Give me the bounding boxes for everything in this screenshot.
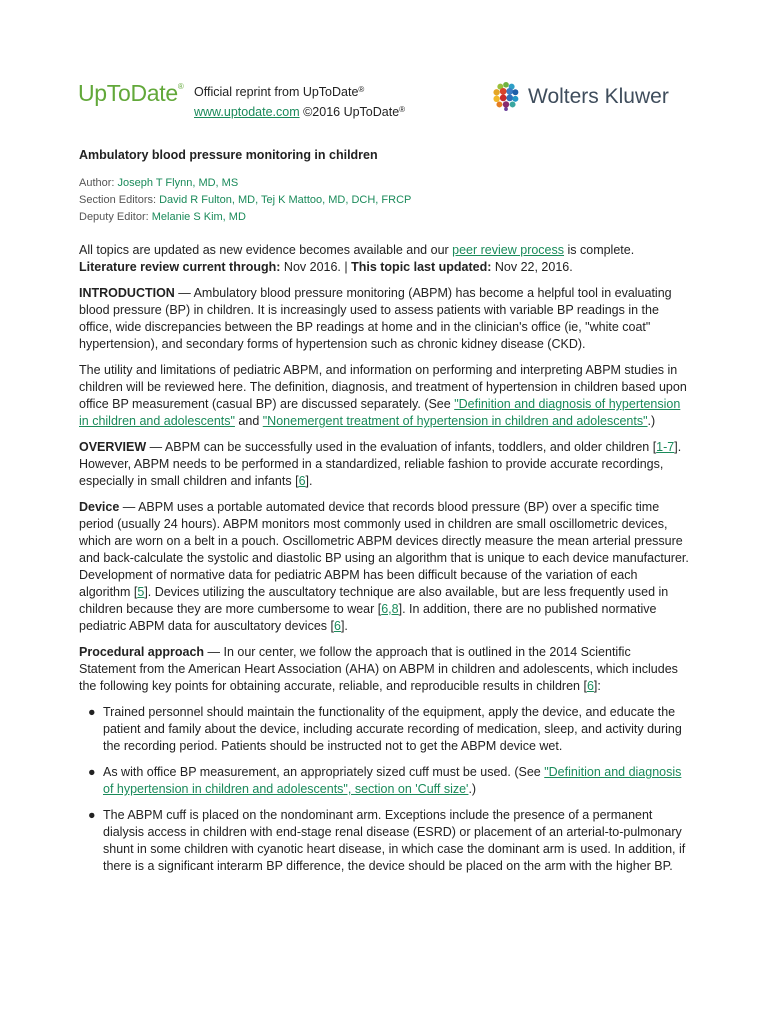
article-title: Ambulatory blood pressure monitoring in children	[79, 148, 378, 162]
reprint-info	[194, 81, 405, 121]
reference-link[interactable]: 6	[334, 619, 341, 633]
header	[78, 78, 688, 118]
uptodate-logo-text: UpToDate	[78, 80, 178, 106]
overview-text-end: ].	[305, 474, 313, 488]
utility-text-end: .)	[647, 414, 656, 428]
list-item-text: As with office BP measurement, an appropriately sized cuff must be used. (See	[103, 765, 545, 779]
overview-heading: OVERVIEW	[79, 440, 147, 454]
copyright-reg: ®	[399, 105, 406, 114]
reprint-line: Official reprint from UpToDate	[194, 85, 359, 99]
definition-diagnosis-link[interactable]: "Definition and diagnosis of hypertension in children and adolescents"	[79, 397, 681, 428]
uptodate-logo-reg: ®	[177, 82, 184, 91]
section-editors-line: Section Editors: David R Fulton, MD, Tej K Mattoo, MD, DCH, FRCP	[79, 194, 412, 206]
section-editors-label: Section Editors:	[79, 194, 160, 206]
article-metadata	[79, 175, 689, 226]
article-content	[79, 148, 689, 884]
procedural-text-end: ]:	[593, 679, 601, 693]
reprint-reg: ®	[358, 85, 365, 94]
deputy-editor-link[interactable]: Melanie S Kim, MD	[151, 211, 246, 223]
section-editor-1-link[interactable]: David R Fulton, MD	[159, 194, 256, 206]
updated-value: Nov 22, 2016.	[491, 260, 573, 274]
utility-text-and: and	[234, 414, 263, 428]
author-link[interactable]: Joseph T Flynn, MD, MS	[117, 177, 239, 189]
overview-text: — ABPM can be successfully used in the evaluation of infants, toddlers, and older children [	[146, 440, 657, 454]
list-item	[79, 704, 689, 755]
reference-link[interactable]: 1-7	[656, 440, 675, 454]
introduction-paragraph	[79, 285, 689, 353]
bullet-icon: ●	[88, 808, 96, 822]
reference-link[interactable]: 5	[137, 585, 145, 599]
updated-label: This topic last updated:	[351, 260, 492, 274]
device-text-end: ].	[340, 619, 348, 633]
list-item-text: Trained personnel should maintain the functionality of the equipment, apply the device, and educate the patient and family about the device, including accurate recording of medication, sleep, and activity during the recording period. Patients should be instructed not to get the ABPM device wet.	[103, 705, 682, 753]
reference-link[interactable]: 6	[298, 474, 306, 488]
update-text-end: is complete.	[564, 243, 635, 257]
device-text-2: ]. Devices utilizing the auscultatory technique are also available, but are less frequently used in children because they are more cumbersome to wear [	[79, 585, 669, 616]
device-paragraph	[79, 499, 689, 635]
device-heading: Device	[79, 500, 120, 514]
list-item-text-end: .)	[468, 782, 477, 796]
reference-link[interactable]: 6	[586, 679, 594, 693]
overview-text-2: ]. However, ABPM needs to be performed in a standardized, reliable fashion to provide accurate recordings, especially in small children and infants [	[79, 440, 682, 488]
uptodate-logo[interactable]	[78, 80, 184, 107]
device-text-3: ]. In addition, there are no published normative pediatric ABPM data for auscultatory devices [	[79, 602, 657, 633]
bullet-icon: ●	[88, 705, 96, 719]
uptodate-website-link[interactable]: www.uptodate.com	[194, 105, 300, 119]
introduction-heading: INTRODUCTION	[79, 286, 175, 300]
deputy-editor-line	[79, 209, 689, 226]
copyright-text: ©2016 UpToDate	[299, 105, 400, 119]
update-text: All topics are updated as new evidence becomes available and our	[79, 243, 453, 257]
wolters-kluwer-logo[interactable]: Wolters Kluwer	[528, 85, 669, 108]
list-item	[79, 764, 689, 798]
introduction-text: — Ambulatory blood pressure monitoring (ABPM) has become a helpful tool in evaluating blood pressure (BP) in children. It is increasingly used to assess patients with variable BP readings in the office, wide discrepancies between the BP readings at home and in the clinician's office (ie, "white coat" hypertension), and secondary forms of hypertension such as chronic kidney disease (CKD).	[79, 286, 672, 351]
wolters-kluwer-logo-icon	[490, 81, 522, 111]
device-text: — ABPM uses a portable automated device that records blood pressure (BP) over a specific time period (usually 24 hours). ABPM monitors most commonly used in children are small oscillometric devices, which are worn on a belt in a pouch. Oscillometric ABPM devices directly measure the mean arterial pressure and back-calculate the systolic and diastolic BP using an algorithm that is unique to each device manufacturer. Development of normative data for pediatric ABPM has been difficult because of the variation of each algorithm [	[79, 500, 689, 599]
utility-paragraph	[79, 362, 689, 430]
author-line	[79, 175, 689, 192]
utility-text: The utility and limitations of pediatric ABPM, and information on performing and interpreting ABPM studies in children will be reviewed here. The definition, diagnosis, and treatment of hypertension in children based upon office BP measurement (casual BP) are discussed separately. (See	[79, 363, 687, 411]
peer-review-link[interactable]: peer review process	[452, 243, 565, 257]
nonemergent-treatment-link[interactable]: "Nonemergent treatment of hypertension in children and adolescents"	[262, 414, 648, 428]
key-points-list	[79, 704, 689, 875]
update-notice	[79, 242, 689, 276]
deputy-editor-label: Deputy Editor:	[79, 211, 152, 223]
bullet-icon: ●	[88, 765, 96, 779]
section-editor-2-link[interactable]: Tej K Mattoo, MD, DCH, FRCP	[261, 194, 412, 206]
procedural-text: — In our center, we follow the approach that is outlined in the 2014 Scientific Statement from the American Heart Association (AHA) on ABPM in children and adolescents, which includes the following key points for obtaining accurate, reliable, and reproducible results in children [	[79, 645, 678, 693]
review-label: Literature review current through:	[79, 260, 281, 274]
list-item-text: The ABPM cuff is placed on the nondominant arm. Exceptions include the presence of a permanent dialysis access in children with end-stage renal disease (ESRD) or placement of an arterial-to-pulmonary shunt in some children with cyanotic heart disease, in which case the dominant arm is used. In addition, if there is a significant interarm BP difference, the device should be placed on the arm with the higher BP.	[103, 808, 686, 873]
procedural-paragraph	[79, 644, 689, 695]
overview-paragraph	[79, 439, 689, 490]
review-value: Nov 2016. |	[280, 260, 352, 274]
cuff-size-link[interactable]: "Definition and diagnosis of hypertension in children and adolescents", section on 'Cuff size'	[103, 765, 682, 796]
list-item	[79, 807, 689, 875]
author-label: Author:	[79, 177, 118, 189]
reference-link[interactable]: 6,8	[381, 602, 399, 616]
procedural-heading: Procedural approach	[79, 645, 205, 659]
